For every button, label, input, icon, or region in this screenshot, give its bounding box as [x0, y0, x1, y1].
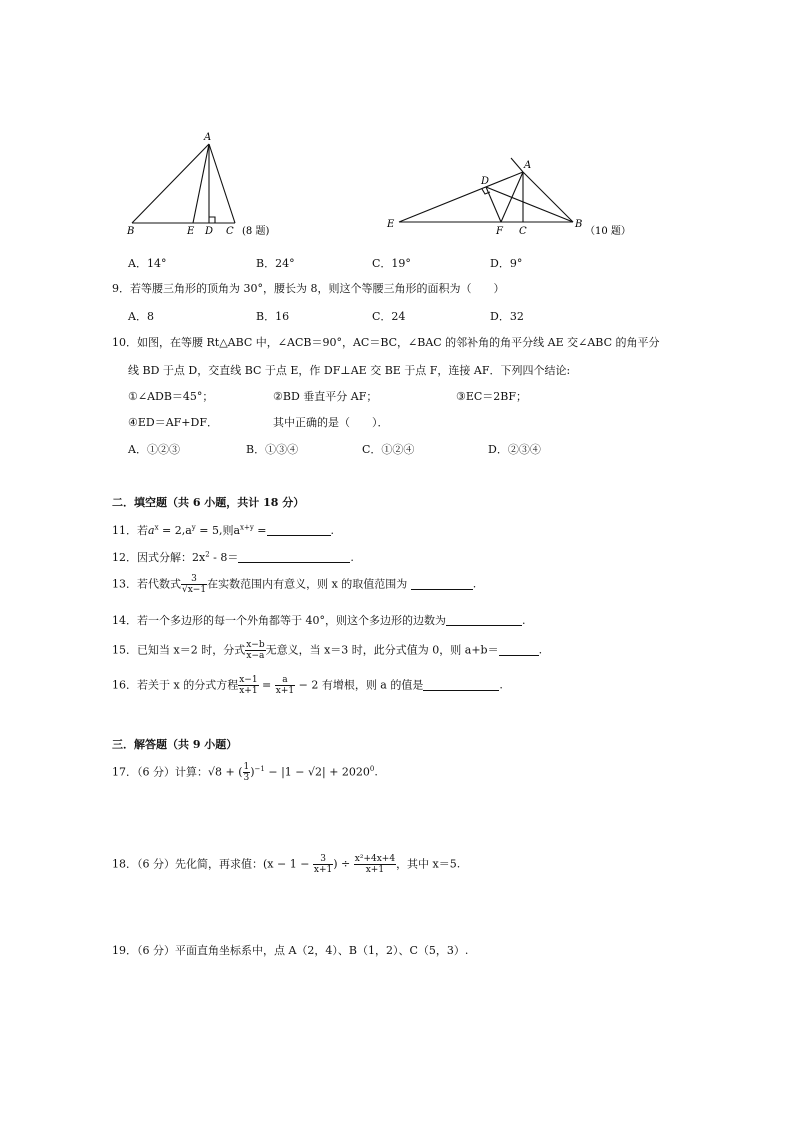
q13-pre: 13．若代数式: [112, 577, 181, 591]
q12-pre: 12．因式分解：2x: [112, 551, 206, 564]
q11-mid2: = 5,则a: [195, 524, 241, 537]
q18-mid: ) ÷: [333, 857, 354, 871]
q11-answer-blank[interactable]: [267, 523, 331, 536]
section-solve-title: 三．解答题（共 9 小题）: [112, 738, 238, 751]
q13-num: 3: [181, 574, 207, 585]
fig10-segment-ab: [523, 172, 573, 222]
q12-answer-blank[interactable]: [238, 550, 350, 563]
q10-line-2: 线 BD 于点 D，交直线 BC 于点 E，作 DF⊥AE 交 BE 于点 F，连接 AF．下列四个结论:: [128, 364, 571, 377]
q13: [112, 574, 476, 595]
q15: [112, 640, 542, 661]
q17-den: 3: [243, 773, 250, 783]
q17-post2: − |1 − √2| + 2020: [264, 765, 370, 779]
figure-question-8: [120, 128, 280, 238]
q16-pre: 16．若关于 x 的分式方程: [112, 678, 239, 692]
q17-end: .: [374, 765, 378, 779]
q15-den: x−a: [246, 651, 265, 661]
fig8-label-d: D: [205, 226, 214, 237]
q11-mid: = 2,a: [158, 524, 192, 537]
q11-sup2: y: [191, 523, 196, 532]
fig8-label-b: B: [127, 226, 135, 237]
fig10-label-d: D: [481, 176, 490, 187]
fig8-segment-ac: [209, 144, 235, 223]
q15-fraction: [245, 640, 265, 661]
fig8-right-angle-mark: [209, 217, 215, 223]
q18-num1: 3: [313, 854, 333, 865]
q12: [112, 549, 354, 565]
q8-option-c[interactable]: C．19°: [372, 257, 411, 270]
q15-end: .: [538, 643, 543, 657]
q12-sup: 2: [205, 550, 210, 559]
q16-num2: a: [275, 675, 295, 686]
q11-sup3: x+y: [240, 523, 254, 532]
q15-num: x−b: [246, 640, 265, 650]
q18-fraction-2: [354, 854, 396, 875]
q17-sup2: 0: [369, 764, 375, 773]
q13-answer-blank[interactable]: [411, 577, 473, 590]
q13-post: 在实数范围内有意义，则 x 的取值范围为: [207, 577, 411, 591]
q16-post: − 2 有增根，则 a 的值是: [295, 678, 424, 692]
q18-fraction-1: [313, 854, 333, 875]
fig8-label-e: E: [187, 226, 195, 237]
section-fill-in-title: 二．填空题（共 6 小题，共计 18 分）: [112, 496, 305, 509]
q12-end: .: [350, 551, 354, 564]
q15-post: 无意义，当 x＝3 时，此分式值为 0，则 a+b＝: [265, 643, 499, 657]
fig10-label-b: B: [575, 219, 583, 230]
q18-pre: 18．（6 分）先化简，再求值：(x − 1 −: [112, 857, 313, 871]
fig10-label-c: C: [519, 226, 527, 237]
fig10-label-f: F: [496, 226, 503, 237]
q18-num2: x²+4x+4: [354, 854, 396, 864]
q8-option-b[interactable]: B．24°: [256, 257, 295, 270]
q16-answer-blank[interactable]: [423, 678, 499, 691]
q18-post: ，其中 x＝5.: [396, 857, 461, 871]
q10-option-c[interactable]: C．①②④: [362, 443, 415, 456]
figure-question-10: [385, 152, 645, 242]
q15-answer-blank[interactable]: [499, 643, 539, 656]
q10-option-a[interactable]: A．①②③: [128, 443, 180, 456]
q9-option-b[interactable]: B．16: [256, 310, 290, 323]
q18: [112, 854, 460, 875]
q19-text: 19．（6 分）平面直角坐标系中，点 A（2，4）、B（1，2）、C（5，3）.: [112, 944, 469, 957]
q13-end: .: [472, 577, 477, 591]
q11: [112, 522, 334, 538]
q10-conclusion-2: ②BD 垂直平分 AF；: [273, 390, 378, 403]
q17-post: ): [250, 765, 255, 779]
q16-fraction-left: [238, 675, 258, 696]
q14-text: 14．若一个多边形的每一个外角都等于 40°，则这个多边形的边数为: [112, 614, 446, 627]
q9-text: 9．若等腰三角形的顶角为 30°，腰长为 8，则这个等腰三角形的面积为（ ）: [112, 282, 505, 295]
q12-post: - 8＝: [209, 551, 239, 564]
fig8-caption: (8 题): [242, 226, 270, 237]
q9-option-d[interactable]: D．32: [490, 310, 524, 323]
q9-option-c[interactable]: C．24: [372, 310, 406, 323]
q15-pre: 15．已知当 x＝2 时，分式: [112, 643, 246, 657]
q17-pre: 17．（6 分）计算：√8 + (: [112, 765, 243, 779]
q10-conclusion-3: ③EC＝2BF；: [456, 390, 528, 403]
q8-option-d[interactable]: D．9°: [490, 257, 523, 270]
q11-pre: 11．若: [112, 524, 148, 537]
fig8-segment-ae: [193, 144, 209, 223]
q11-end: .: [330, 524, 335, 537]
q11-sup1: x: [154, 523, 159, 532]
q8-option-a[interactable]: A．14°: [128, 257, 167, 270]
fig8-segment-ab: [132, 144, 209, 223]
fig8-label-a: A: [204, 132, 212, 143]
q10-line-1: 10．如图，在等腰 Rt△ABC 中，∠ACB＝90°，AC＝BC，∠BAC 的邻补角的角平分线 AE 交∠ABC 的角平分: [112, 336, 660, 349]
q14-end: .: [522, 614, 526, 627]
q10-conclusion-1: ①∠ADB＝45°；: [128, 390, 214, 403]
fig10-segment-a-extension: [511, 158, 523, 172]
q17-sup: −1: [254, 764, 265, 773]
fig10-label-a: A: [524, 160, 532, 171]
q14: [112, 612, 526, 628]
q18-den2: x+1: [365, 865, 385, 875]
fig10-caption: （10 题）: [585, 226, 631, 237]
q9-option-a[interactable]: A．8: [128, 310, 154, 323]
q18-den1: x+1: [313, 865, 333, 875]
q14-answer-blank[interactable]: [446, 613, 522, 626]
q16: [112, 675, 503, 696]
q17-num: 1: [243, 762, 250, 772]
q13-den: √x−1: [182, 585, 207, 595]
q11-post: =: [253, 524, 267, 537]
q17: [112, 762, 378, 783]
q16-end: .: [499, 678, 503, 692]
fig8-label-c: C: [226, 226, 234, 237]
q16-den1: x+1: [239, 686, 258, 696]
fig10-label-e: E: [387, 219, 395, 230]
q11-expr: a: [148, 524, 155, 537]
q16-fraction-right: [275, 675, 295, 696]
q13-fraction: [181, 574, 207, 595]
q16-eq: =: [258, 678, 275, 692]
q16-den2: x+1: [275, 686, 295, 696]
q10-option-d[interactable]: D．②③④: [488, 443, 541, 456]
q10-ask: 其中正确的是（ ）．: [273, 416, 389, 429]
q10-option-b[interactable]: B．①③④: [246, 443, 299, 456]
q16-num1: x−1: [239, 675, 258, 685]
q10-conclusion-4: ④ED＝AF+DF．: [128, 416, 218, 429]
